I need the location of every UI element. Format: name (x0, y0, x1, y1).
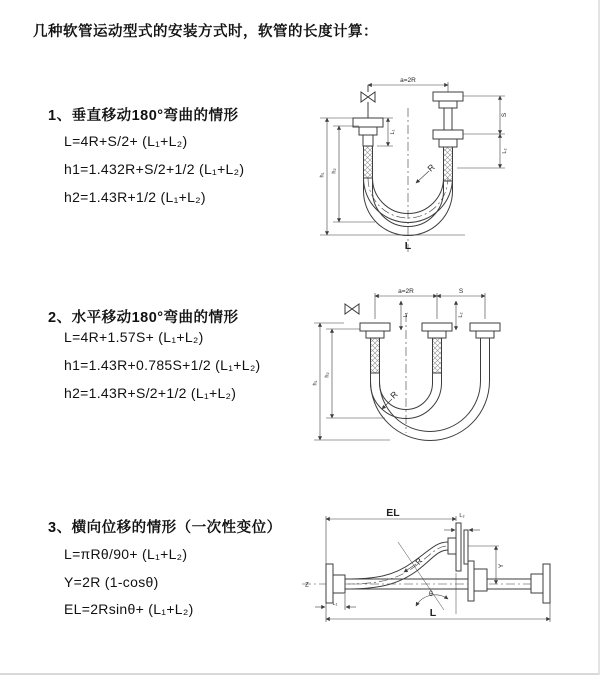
section-2-formula-l: L=4R+1.57S+ (L₁+L₂) (64, 329, 204, 345)
length-label: L (404, 240, 412, 252)
right-fitting-moved (470, 323, 500, 338)
dim-label-s: S (458, 288, 464, 295)
dim-label-a2r: a=2R (398, 288, 414, 295)
hose2-arcs (371, 381, 490, 441)
dim-label-h2: h₂ (331, 168, 338, 174)
section-2-formula-h2: h2=1.43R+S/2+1/2 (L₁+L₂) (64, 385, 237, 401)
dim-l (326, 603, 550, 622)
braided-hose-right (444, 147, 453, 181)
dim-a2r-s (375, 293, 485, 319)
section-1-formula-l: L=4R+S/2+ (L₁+L₂) (64, 133, 188, 149)
radius-leader (416, 171, 429, 183)
dim-label-s: S (501, 112, 508, 118)
right-fitting (433, 92, 463, 147)
dim-label-y: Y (498, 563, 505, 569)
dim-s-l2 (457, 96, 505, 168)
valve-icon (361, 85, 375, 118)
dim-label-a2r: a=2R (400, 77, 416, 84)
section-1-formula-h1: h1=1.432R+S/2+1/2 (L₁+L₂) (64, 161, 245, 177)
section-3-heading: 3、横向位移的情形（一次性变位） (48, 520, 282, 536)
radius-label: R (388, 389, 400, 401)
diagram-vertical-180-bend (315, 70, 530, 260)
dim-label-h2: h₂ (324, 372, 331, 378)
dim-el (326, 516, 456, 567)
hose2-legs (481, 338, 490, 381)
centerline-z-mark: Z (305, 582, 309, 589)
right-phantom-flange (531, 564, 550, 603)
section-3-formula-y: Y=2R (1-cosθ) (64, 574, 159, 590)
braided-hose-middle (433, 338, 442, 373)
section-2-heading: 2、水平移动180°弯曲的情形 (48, 310, 239, 326)
left-flange (326, 564, 345, 603)
dim-label-l: L (429, 607, 437, 619)
dim-label-l2: L₂ (502, 148, 508, 154)
left-fitting (353, 118, 383, 146)
mid-phantom-flange (468, 561, 487, 601)
section-3-formula-l: L=πRθ/90+ (L₁+L₂) (64, 546, 188, 562)
middle-fitting (422, 323, 452, 338)
dim-label-h1: h₁ (312, 380, 319, 386)
section-3-formula-el: EL=2Rsinθ+ (L₁+L₂) (64, 601, 194, 617)
radius-leader (404, 564, 416, 572)
page-title: 几种软管运动型式的安装方式时，软管的长度计算： (33, 24, 378, 40)
dim-label-l2: L₂ (458, 312, 464, 318)
section-1-formula-h2: h2=1.43R+1/2 (L₁+L₂) (64, 189, 206, 205)
radius-label: R (425, 162, 437, 174)
left-fitting (360, 323, 390, 338)
radius-label: R (413, 556, 425, 567)
diagram-lateral-displacement (298, 506, 588, 656)
diagram-horizontal-180-bend (310, 283, 542, 463)
s-curve-hose (345, 542, 448, 589)
section-1-heading: 1、垂直移动180°弯曲的情形 (48, 108, 239, 124)
dim-label-l2: L₂ (459, 513, 465, 519)
dim-label-l1: L₁ (390, 129, 396, 135)
valve-icon (345, 304, 359, 314)
theta-label: θ (429, 591, 433, 598)
dim-label-el: EL (386, 507, 400, 519)
section-2-formula-h1: h1=1.43R+0.785S+1/2 (L₁+L₂) (64, 357, 261, 373)
dim-label-l1: L₁ (403, 312, 409, 318)
braided-hose-left (371, 338, 380, 373)
dim-label-l1: L₁ (332, 601, 338, 607)
braided-hose-left (364, 146, 373, 178)
dim-label-h1: h₁ (319, 172, 326, 178)
